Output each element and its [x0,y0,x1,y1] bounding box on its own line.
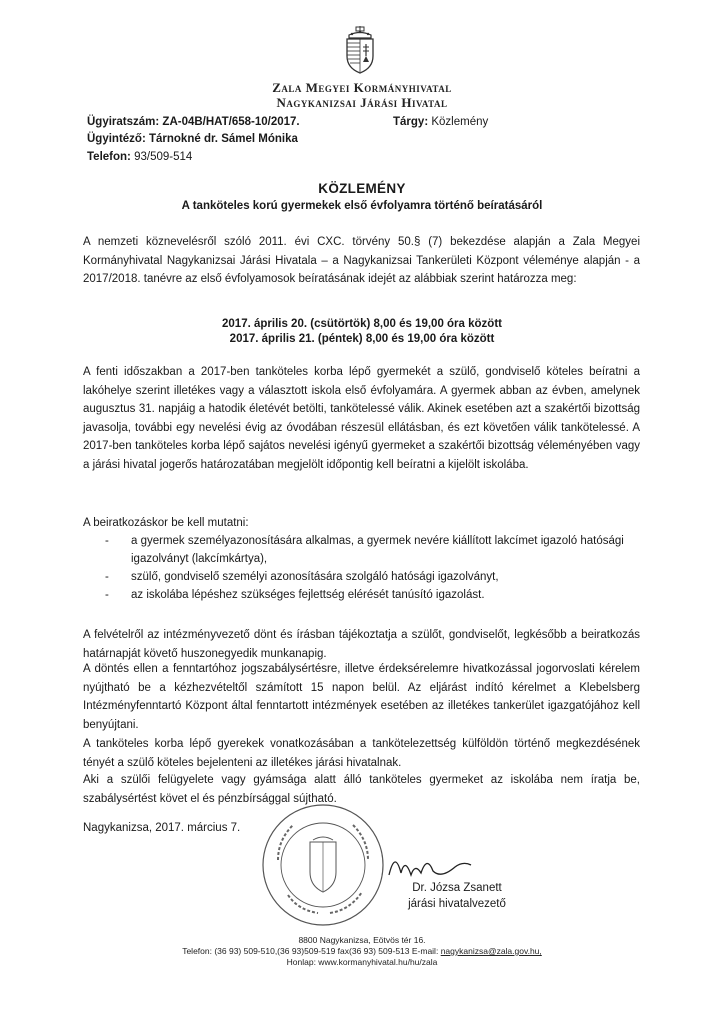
officer-label: Ügyintéző: [87,133,146,145]
list-dash: - [105,589,109,601]
footer-contact [0,946,724,957]
list-dash: - [105,535,109,547]
subject-value: Közlemény [431,116,489,128]
phone-value: 93/509-514 [134,151,193,163]
appeal-paragraph: A döntés ellen a fenntartóhoz jogszabálysértésre, illetve érdeksérelemre hivatkozással jogorvoslati kérelem nyújtható be a kézhezvételtől számított 15 napon belül. Az eljárást indító kérelmet a Klebelsberg Intézményfenntartó Központ által fenntartott intézmények esetében az illetékes tankerület igazgatójához kell benyújtani. [83,663,640,731]
signature-icon [385,845,475,885]
subject-label: Tárgy: [393,116,429,128]
document-subtitle: A tanköteles korú gyermekek első évfolyamra történő beíratásáról [181,200,543,212]
signer-name: Dr. Józsa Zsanett [412,882,502,894]
list-item-text: az iskolába lépéshez szükséges fejlettség elérését tanúsító igazolást. [131,589,485,601]
list-item [105,586,640,604]
office-name-district: Nagykanizsai Járási Hivatal [276,95,448,110]
officer-row [87,131,298,147]
enrollment-date-1: 2017. április 20. (csütörtök) 8,00 és 19,00 óra között [222,318,502,330]
abroad-paragraph: A tanköteles korba lépő gyerekek vonatkozásában a tankötelezettség külföldön történő megkezdésének tényét a szülő köteles bejelenteni az illetékes járási hivatalnak. [83,738,640,769]
place-and-date: Nagykanizsa, 2017. március 7. [83,822,241,834]
officer-value: Tárnokné dr. Sámel Mónika [148,133,298,145]
subject-row [393,114,488,130]
list-item [105,532,640,568]
footer-email-link[interactable]: nagykanizsa@zala.gov.hu, [440,946,542,956]
signer-role: járási hivatalvezető [408,898,506,910]
office-name-county: Zala Megyei Kormányhivatal [272,80,452,95]
official-stamp-icon [258,800,388,930]
list-item-text: szülő, gondviselő személyi azonosítására szolgáló hatósági igazolványt, [131,571,499,583]
penalty-paragraph: Aki a szülői felügyelete vagy gyámsága alatt álló tanköteles gyermeket az iskolába nem íratja be, szabálysértést követ el és pénzbírsággal sújtható. [83,774,640,805]
file-number-label: Ügyiratszám: [87,116,160,128]
list-item-text: a gyermek személyazonosítására alkalmas, a gyermek nevére kiállított lakcímet igazoló hatósági igazolványt (lakcímkártya), [131,535,624,565]
obligation-paragraph: A fenti időszakban a 2017-ben tanköteles korba lépő gyermekét a szülő, gondviselő köteles beíratni a lakóhelye szerint illetékes vagy a választott iskola első évfolyamára. A gyermek abban az évben, amelynek augusztus 31. napjáig a hatodik életévét betölti, tankötelessé válik. Akinek esetében azt a szakértői bizottság javasolja, további egy nevelési évig az óvodában részesül ellátásban, és ezt követően válik tankötelessé. A 2017-ben tanköteles korba lépő sajátos nevelési igényű gyermeket a szakértői bizottság véleményében vagy a járási hivatal jogerős határozatában megjelölt időpontig kell beíratni a kijelölt iskolába. [83,366,640,471]
file-number-value: ZA-04B/HAT/658-10/2017. [162,116,300,128]
phone-row [87,149,192,165]
file-number-row [87,114,300,130]
intro-paragraph: A nemzeti köznevelésről szóló 2011. évi CXC. törvény 50.§ (7) bekezdése alapján a Zala Megyei Kormányhivatal Nagykanizsai Járási Hivatala – a Nagykanizsai Tankerületi Központ véleménye alapján - a 2017/2018. tanévre az első évfolyamosok beíratásának idejét az alábbiak szerint határozza meg: [83,236,640,285]
footer-address: 8800 Nagykanizsa, Eötvös tér 16. [298,935,426,945]
footer-contact-text: Telefon: (36 93) 509-510,(36 93)509-519 fax(36 93) 509-513 E-mail: [182,946,439,956]
document-title: KÖZLEMÉNY [318,181,406,196]
phone-label: Telefon: [87,151,131,163]
admission-decision-paragraph: A felvételről az intézményvezető dönt és írásban tájékoztatja a szülőt, gondviselőt, legkésőbb a beiratkozás határnapját követő huszonegyedik munkanapig. [83,629,640,660]
coat-of-arms-icon [339,26,381,74]
footer-website[interactable]: Honlap: www.kormanyhivatal.hu/hu/zala [286,957,438,967]
documents-list-intro: A beiratkozáskor be kell mutatni: [83,517,249,529]
enrollment-date-2: 2017. április 21. (péntek) 8,00 és 19,00 óra között [229,333,495,345]
list-item [105,568,640,586]
list-dash: - [105,571,109,583]
signer-block [392,880,522,912]
required-documents-list [105,532,640,604]
